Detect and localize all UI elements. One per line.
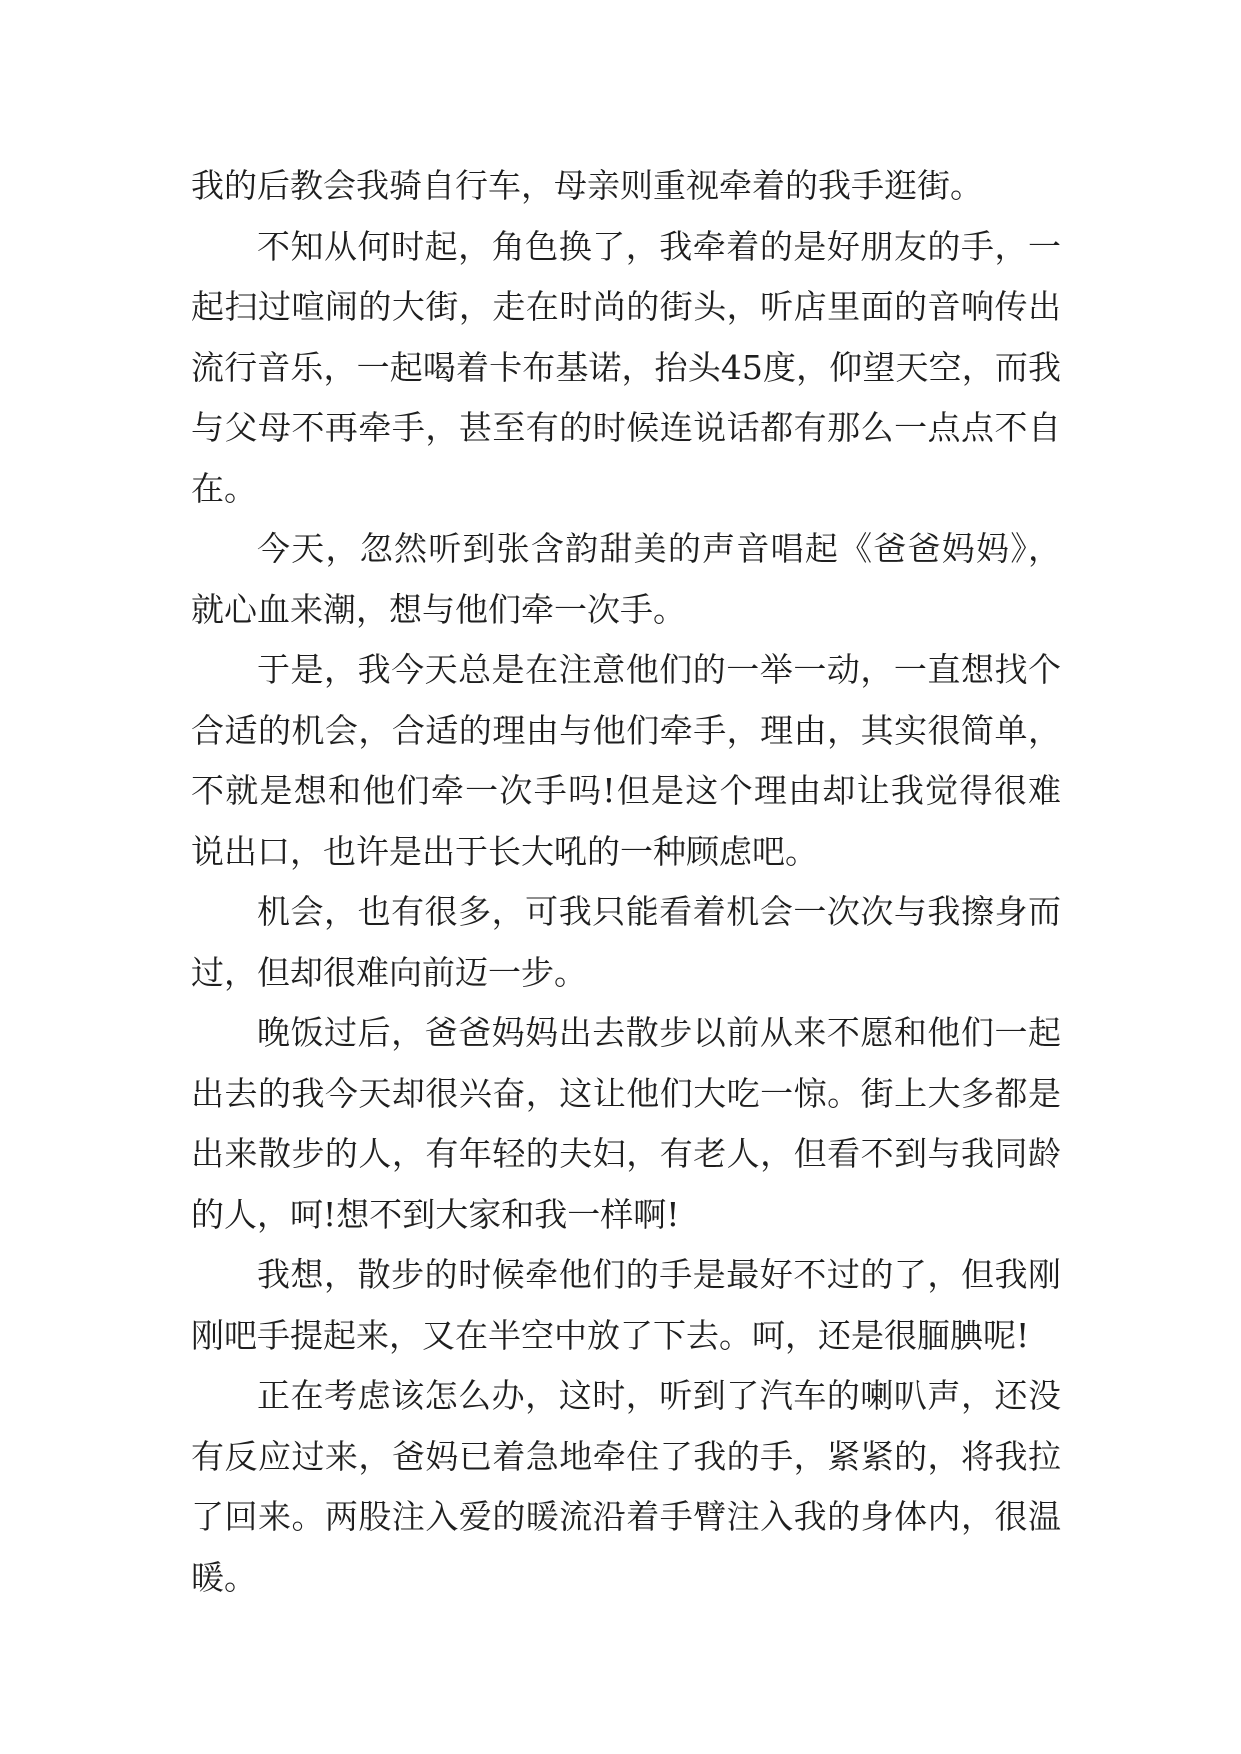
paragraph: 今天，忽然听到张含韵甜美的声音唱起《爸爸妈妈》，就心血来潮，想与他们牵一次手。 <box>191 529 1061 629</box>
paragraph: 正在考虑该怎么办，这时，听到了汽车的喇叭声，还没有反应过来，爸妈已着急地牵住了我的手，紧紧的，将我拉了回来。两股注入爱的暖流沿着手臂注入我的身体内，很温暖。 <box>191 1376 1061 1597</box>
paragraph: 我的后教会我骑自行车，母亲则重视牵着的我手逛街。 <box>191 166 983 205</box>
paragraph: 我想，散步的时候牵他们的手是最好不过的了，但我刚刚吧手提起来，又在半空中放了下去。呵，还是很腼腆呢! <box>191 1255 1061 1355</box>
paragraph: 于是，我今天总是在注意他们的一举一动，一直想找个合适的机会，合适的理由与他们牵手，理由，其实很简单，不就是想和他们牵一次手吗!但是这个理由却让我觉得很难说出口，也许是出于长大吼的一种顾虑吧。 <box>191 650 1061 871</box>
paragraph: 不知从何时起，角色换了，我牵着的是好朋友的手，一起扫过喧闹的大街，走在时尚的街头，听店里面的音响传出流行音乐，一起喝着卡布基诺，抬头45度，仰望天空，而我与父母不再牵手，甚至有的时候连说话都有那么一点点不自在。 <box>191 226 1061 508</box>
document-body <box>191 156 1061 1608</box>
paragraph: 机会，也有很多，可我只能看着机会一次次与我擦身而过，但却很难向前迈一步。 <box>191 892 1061 992</box>
paragraph: 晚饭过后，爸爸妈妈出去散步以前从来不愿和他们一起出去的我今天却很兴奋，这让他们大吃一惊。街上大多都是出来散步的人，有年轻的夫妇，有老人，但看不到与我同龄的人，呵!想不到大家和我一样啊! <box>191 1013 1061 1234</box>
